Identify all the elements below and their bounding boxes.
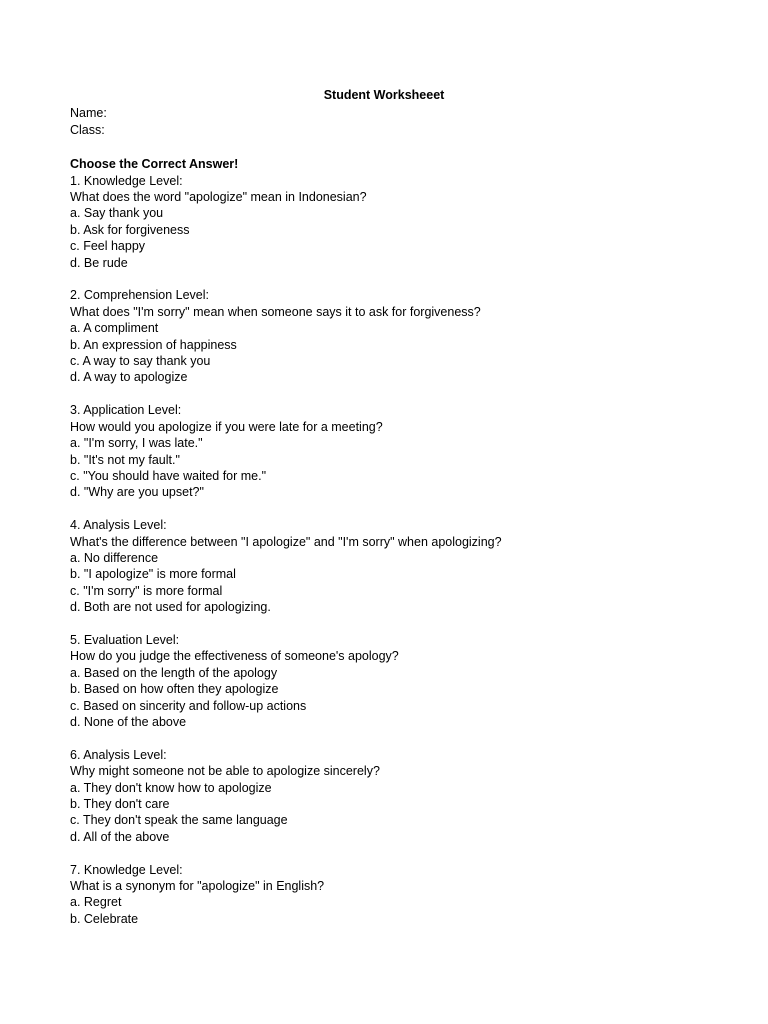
answer-option: b. "It's not my fault." (70, 452, 180, 467)
answer-option: a. No difference (70, 550, 159, 565)
answer-option: c. "I'm sorry" is more formal (70, 583, 223, 598)
worksheet-title: Student Worksheeet (323, 88, 445, 102)
question-block (70, 402, 730, 500)
answer-option: a. "I'm sorry, I was late." (70, 436, 203, 451)
question-text: How do you judge the effectiveness of someone's apology? (70, 649, 399, 664)
answer-option: d. Both are not used for apologizing. (70, 600, 271, 615)
answer-option: d. All of the above (70, 829, 170, 844)
answer-option: c. Based on sincerity and follow-up actions (70, 698, 307, 713)
question-text: What's the difference between "I apologize" and "I'm sorry" when apologizing? (70, 534, 502, 549)
name-label: Name: (70, 106, 107, 121)
question-block (70, 287, 730, 385)
instruction-heading: Choose the Correct Answer! (70, 157, 239, 172)
question-block (70, 632, 730, 730)
answer-option: b. They don't care (70, 796, 170, 811)
answer-option: a. Based on the length of the apology (70, 665, 278, 680)
answer-option: d. A way to apologize (70, 370, 188, 385)
answer-option: c. They don't speak the same language (70, 813, 288, 828)
question-level: 1. Knowledge Level: (70, 173, 183, 188)
answer-option: a. A compliment (70, 321, 159, 336)
answer-option: d. None of the above (70, 714, 187, 729)
question-text: How would you apologize if you were late for a meeting? (70, 419, 383, 434)
answer-option: b. An expression of happiness (70, 337, 237, 352)
question-block (70, 173, 730, 271)
worksheet-page (70, 87, 730, 927)
question-text: Why might someone not be able to apologize sincerely? (70, 764, 380, 779)
question-level: 2. Comprehension Level: (70, 288, 209, 303)
answer-option: d. Be rude (70, 255, 128, 270)
question-block (70, 747, 730, 845)
question-block (70, 862, 730, 928)
answer-option: d. "Why are you upset?" (70, 485, 204, 500)
question-level: 3. Application Level: (70, 403, 182, 418)
question-level: 6. Analysis Level: (70, 747, 167, 762)
question-block (70, 517, 730, 615)
question-text: What does "I'm sorry" mean when someone says it to ask for forgiveness? (70, 304, 481, 319)
answer-option: a. Regret (70, 895, 122, 910)
question-level: 5. Evaluation Level: (70, 632, 180, 647)
answer-option: c. A way to say thank you (70, 354, 211, 369)
answer-option: a. They don't know how to apologize (70, 780, 272, 795)
answer-option: c. "You should have waited for me." (70, 468, 267, 483)
question-level: 4. Analysis Level: (70, 518, 167, 533)
question-text: What is a synonym for "apologize" in English? (70, 879, 325, 893)
answer-option: b. "I apologize" is more formal (70, 567, 236, 582)
answer-option: a. Say thank you (70, 206, 164, 221)
class-label: Class: (70, 122, 105, 137)
answer-option: b. Ask for forgiveness (70, 222, 190, 237)
question-level: 7. Knowledge Level: (70, 862, 183, 877)
answer-option: c. Feel happy (70, 239, 146, 254)
answer-option: b. Based on how often they apologize (70, 682, 279, 697)
answer-option: b. Celebrate (70, 911, 139, 926)
question-text: What does the word "apologize" mean in Indonesian? (70, 190, 367, 205)
question-list (70, 173, 730, 928)
